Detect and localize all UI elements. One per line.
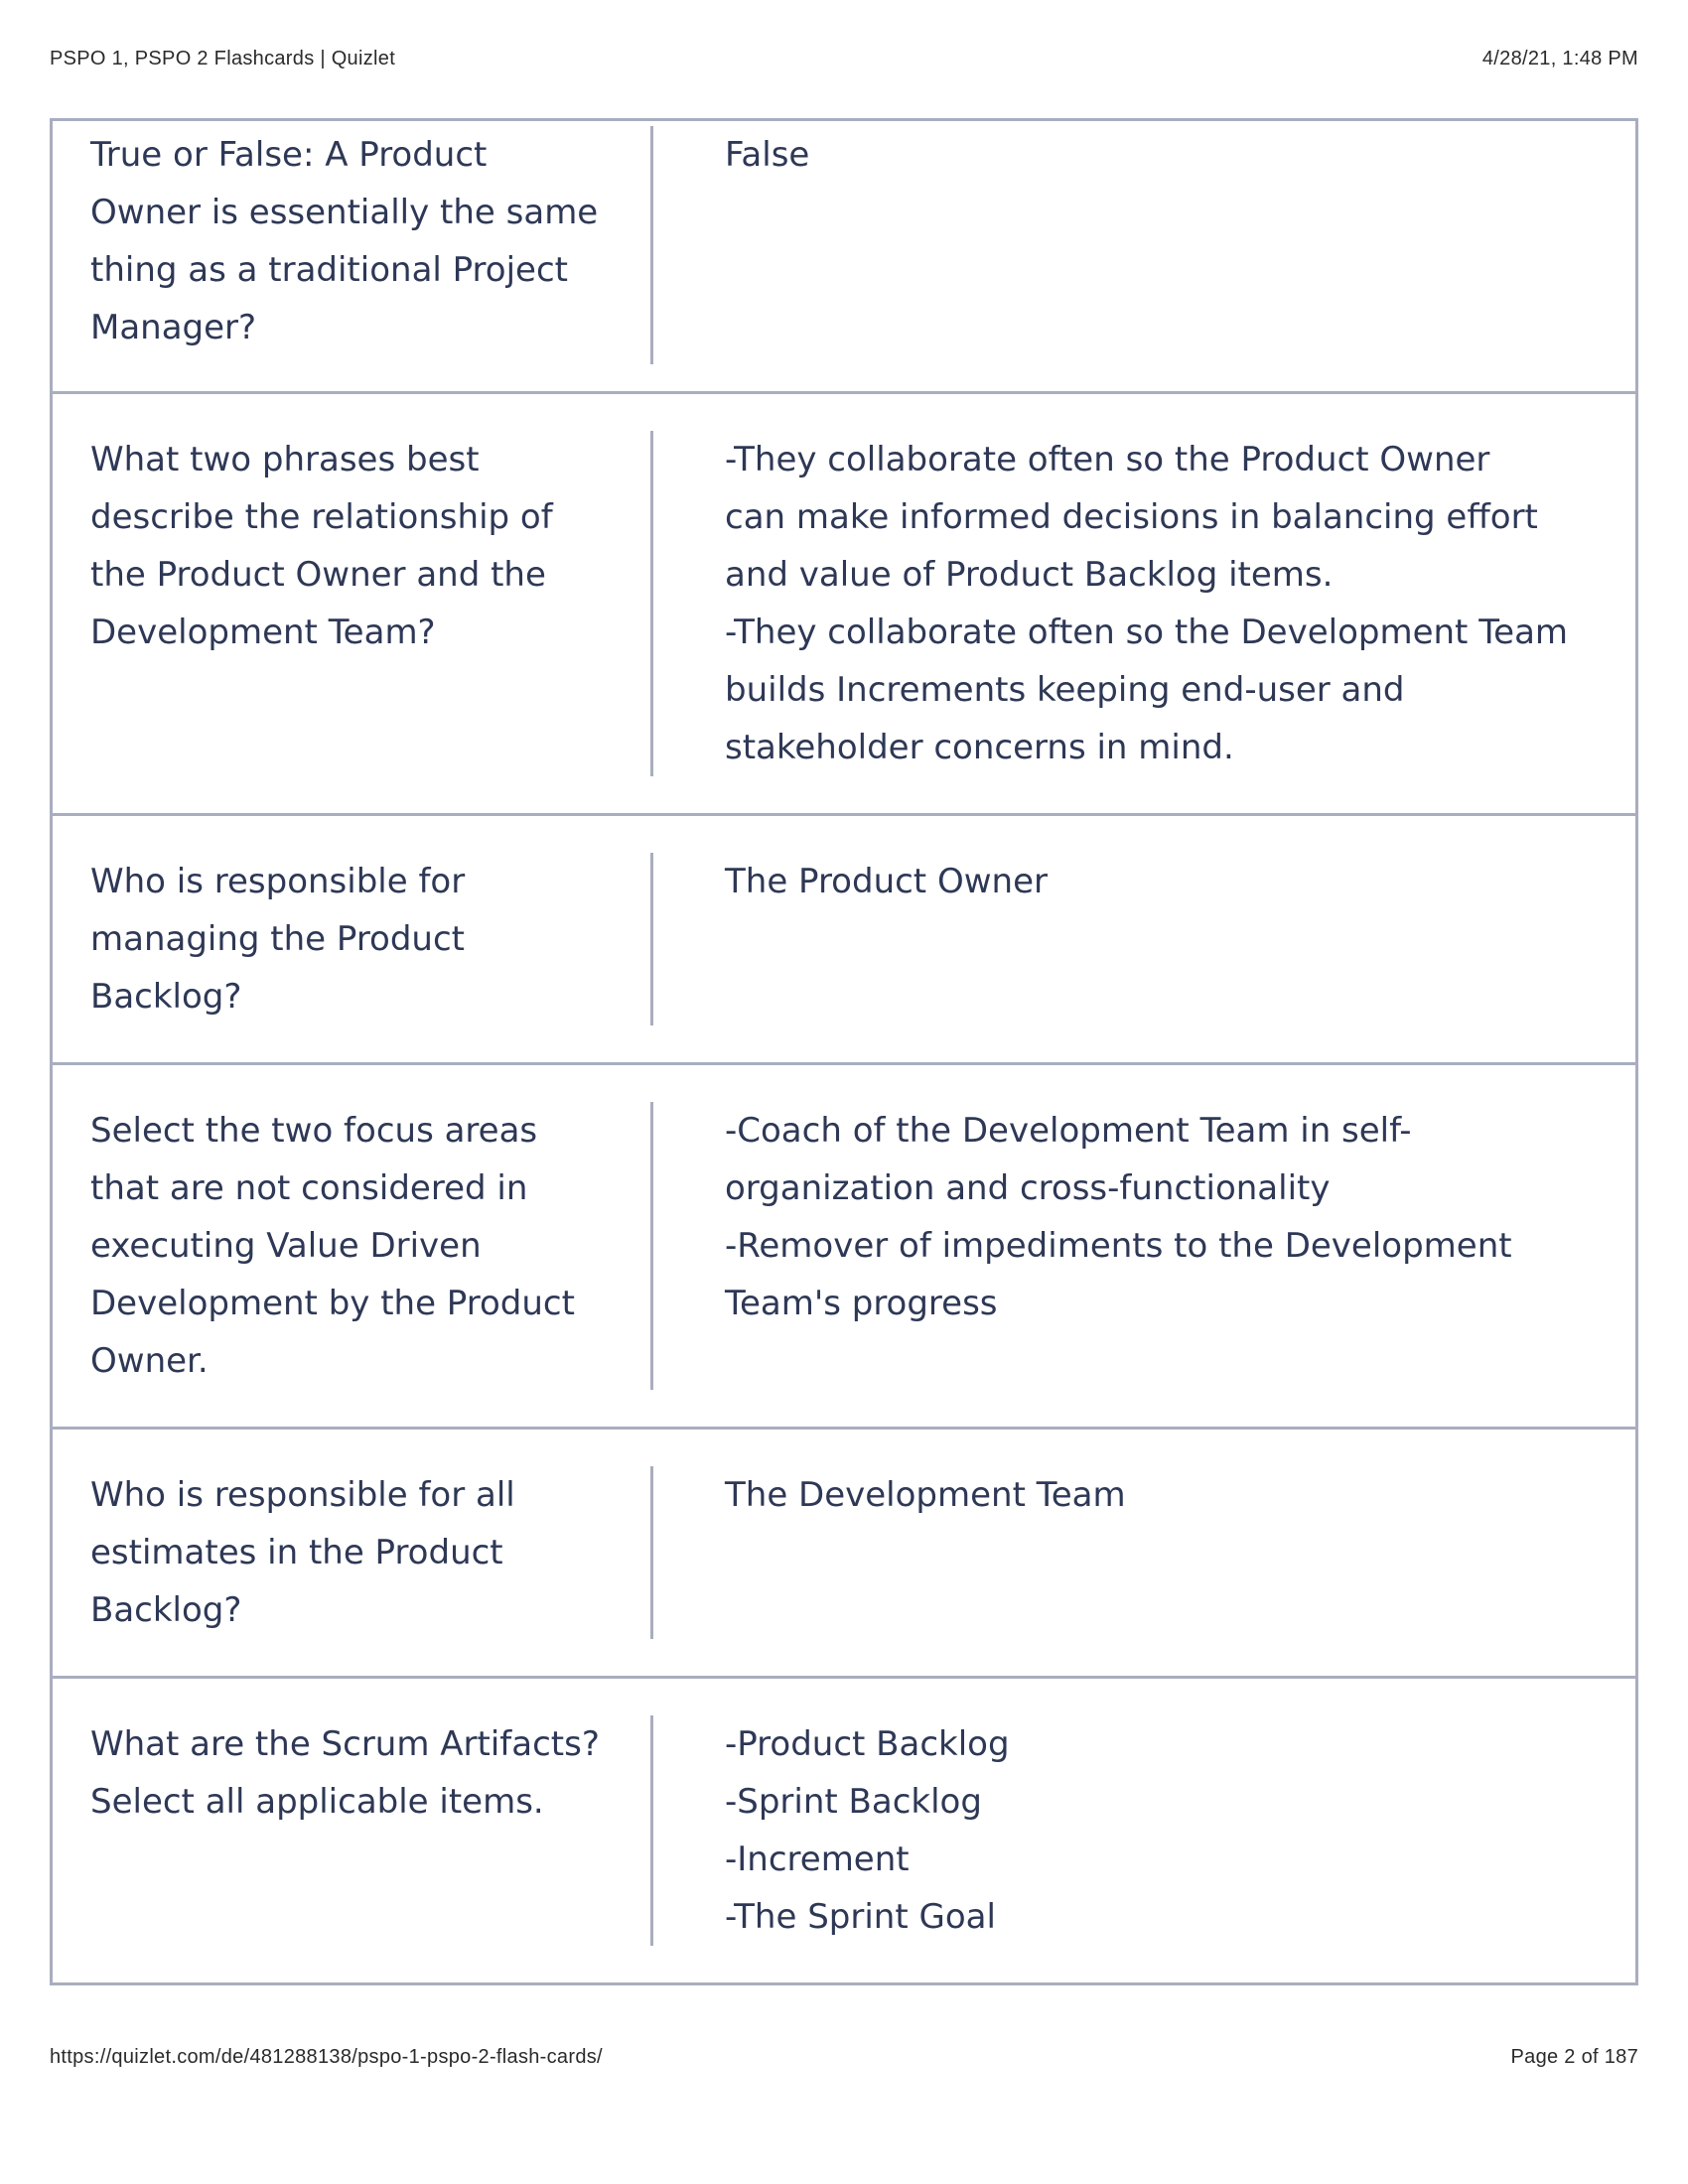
source-url[interactable]: https://quizlet.com/de/481288138/pspo-1-pspo-2-flash-cards/: [50, 2046, 603, 2068]
flashcard: [50, 1676, 1638, 1985]
flashcard: [50, 1427, 1638, 1679]
card-definition: The Development Team: [725, 1475, 1126, 1515]
card-definition: The Product Owner: [725, 862, 1048, 901]
card-definition: -Product Backlog -Sprint Backlog -Increment -The Sprint Goal: [725, 1724, 1010, 1937]
card-term: True or False: A Product Owner is essentially the same thing as a traditional Project Manager?: [53, 126, 653, 356]
flashcard: [50, 391, 1638, 816]
page-footer: [50, 2046, 1638, 2069]
page-header: [50, 48, 1638, 70]
card-term: Who is responsible for managing the Product Backlog?: [53, 853, 653, 1025]
card-definition: False: [725, 135, 810, 175]
flashcard: [50, 813, 1638, 1065]
card-term: What are the Scrum Artifacts? Select all applicable items.: [53, 1715, 653, 1946]
card-term: Select the two focus areas that are not considered in executing Value Driven Development by the Product Owner.: [53, 1102, 653, 1390]
print-datetime: 4/28/21, 1:48 PM: [1481, 48, 1638, 69]
flashcard: [50, 1062, 1638, 1430]
card-definition: -Coach of the Development Team in self- organization and cross-functionality -Remover of impediments to the Development Team's progress: [725, 1111, 1512, 1323]
card-term: What two phrases best describe the relationship of the Product Owner and the Development Team?: [53, 431, 653, 776]
card-definition: -They collaborate often so the Product Owner can make informed decisions in balancing effort and value of Product Backlog items. -They collaborate often so the Development Team builds Increments keeping end-user and stakeholder concerns in mind.: [725, 440, 1569, 767]
page-number: Page 2 of 187: [1510, 2046, 1638, 2068]
card-term: Who is responsible for all estimates in the Product Backlog?: [53, 1466, 653, 1639]
document-title: PSPO 1, PSPO 2 Flashcards | Quizlet: [50, 48, 396, 69]
flashcard-list: [50, 118, 1638, 1985]
flashcard: [50, 118, 1638, 394]
